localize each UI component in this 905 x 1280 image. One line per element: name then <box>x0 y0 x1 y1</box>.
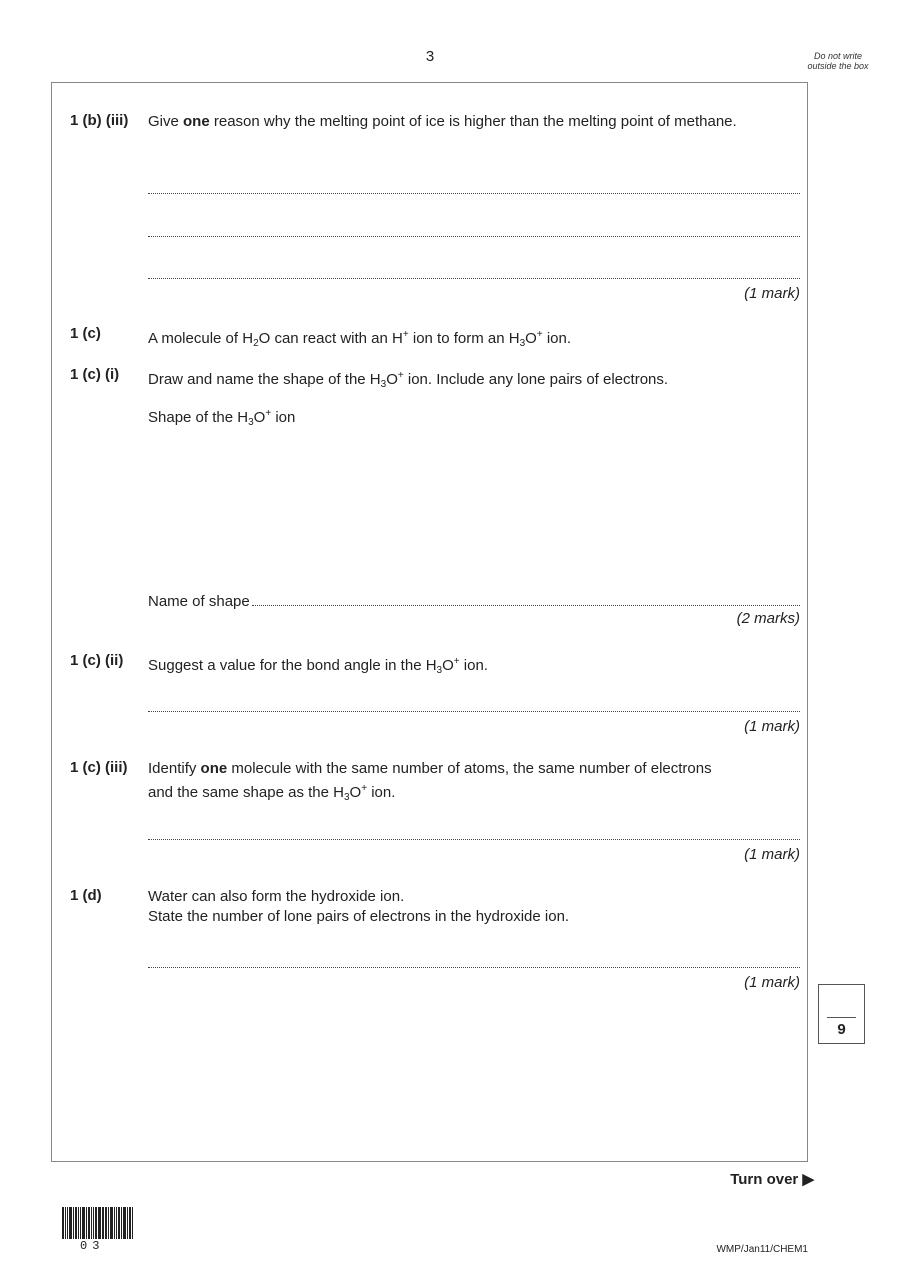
answer-line[interactable] <box>148 236 800 237</box>
question-text: Give one reason why the melting point of ice is higher than the melting point of methane. <box>148 113 737 130</box>
answer-line[interactable] <box>148 711 800 712</box>
answer-line[interactable] <box>148 839 800 840</box>
question-number: 1 (c) (ii) <box>70 652 124 669</box>
name-of-shape-line[interactable]: Name of shape <box>148 590 800 610</box>
question-text: Draw and name the shape of the $H_3O^+$ ion. Include any lone pairs of electrons. <box>148 370 669 390</box>
total-divider <box>827 1017 856 1018</box>
marks-label: (2 marks) <box>736 610 800 627</box>
barcode-number: 03 <box>80 1239 105 1253</box>
right-arrow-icon: ▶ <box>802 1171 814 1188</box>
page-number: 3 <box>425 48 435 65</box>
marks-label: (1 mark) <box>744 285 800 302</box>
answer-line[interactable] <box>148 278 800 279</box>
question-number: 1 (c) (iii) <box>70 759 128 776</box>
answer-line[interactable] <box>148 193 800 194</box>
answer-line[interactable] <box>148 967 800 968</box>
shape-label: Shape of the $H_3O^+$ ion <box>148 408 296 428</box>
marks-label: (1 mark) <box>744 846 800 863</box>
question-text: Identify one molecule with the same number of atoms, the same number of electrons and the same shape as the $H_3O^+$ ion. <box>148 760 712 803</box>
barcode <box>62 1207 134 1239</box>
question-text: Suggest a value for the bond angle in the $H_3O^+$ ion. <box>148 656 488 676</box>
question-number: 1 (b) (iii) <box>70 112 129 129</box>
question-number: 1 (d) <box>70 887 102 904</box>
margin-note: Do not write outside the box <box>807 51 869 71</box>
question-text: A molecule of $H_2O$ can react with an H+ ion to form an $H_3O^+$ ion. <box>148 329 572 349</box>
turn-over: Turn over ▶ <box>730 1171 814 1188</box>
paper-reference: WMP/Jan11/CHEM1 <box>716 1244 808 1255</box>
question-number: 1 (c) (i) <box>70 366 120 383</box>
page-total-value: 9 <box>837 1021 846 1038</box>
question-number: 1 (c) <box>70 325 101 342</box>
question-text-line-2: State the number of lone pairs of electrons in the hydroxide ion. <box>148 908 570 925</box>
marks-label: (1 mark) <box>744 974 800 991</box>
question-text-line-1: Water can also form the hydroxide ion. <box>148 888 405 905</box>
drawing-area[interactable] <box>148 430 800 580</box>
marks-label: (1 mark) <box>744 718 800 735</box>
page-total-box <box>818 984 865 1044</box>
